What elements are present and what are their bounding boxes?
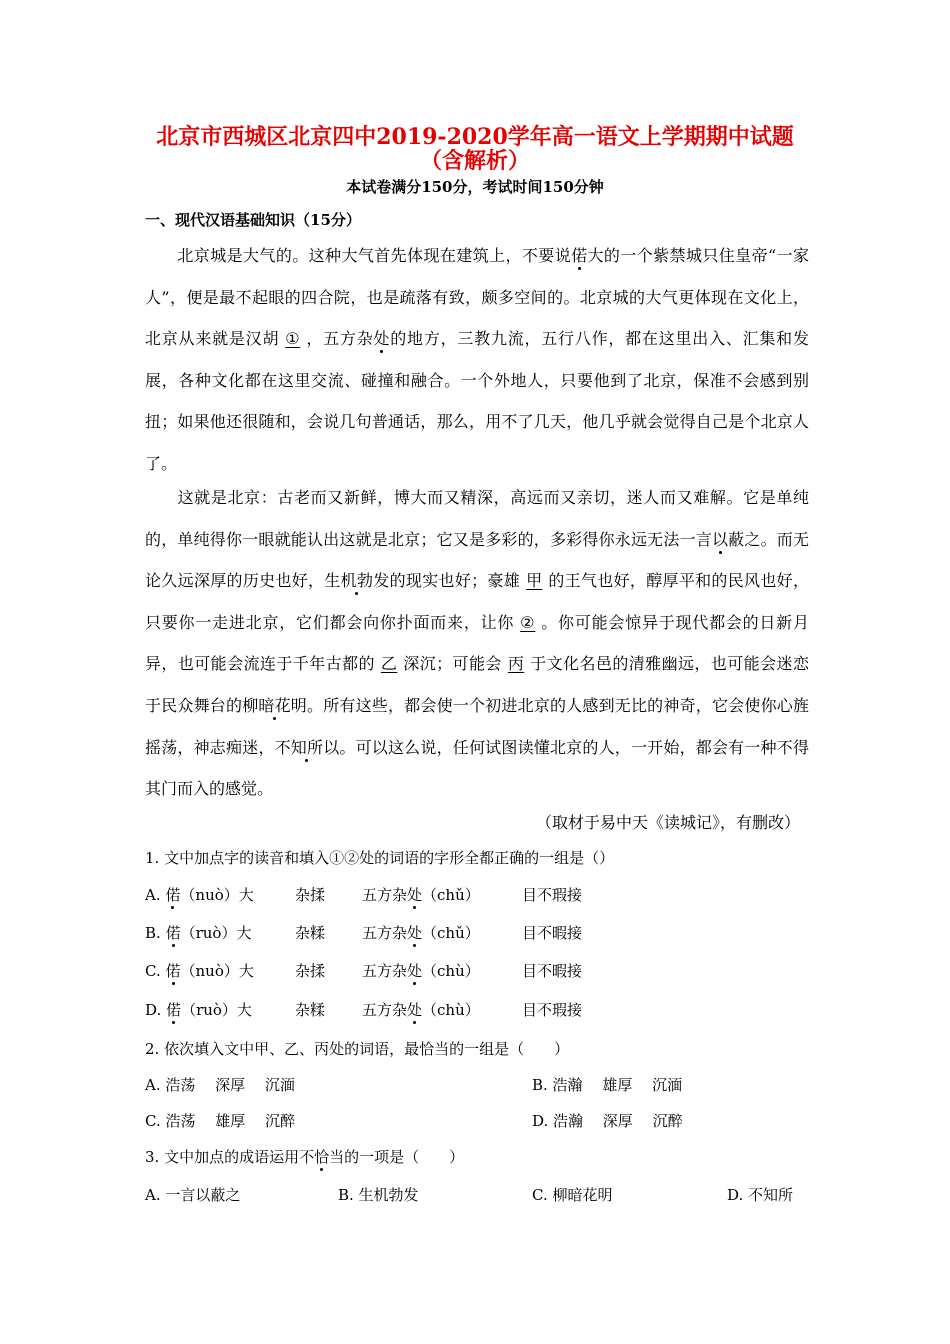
text-run: 。所有这些，都会使一个初进北京的人感到无比的神奇，它会使你心旌摇荡，神志痴迷，	[145, 695, 809, 757]
blank-2: ②	[520, 612, 536, 632]
question-2-stem: 2. 依次填入文中甲、乙、丙处的词语，最恰当的一组是（ ）	[145, 1040, 570, 1058]
question-2-option-d[interactable]: D. 浩瀚 深厚 沉醉	[532, 1112, 683, 1130]
option-label: A.	[145, 886, 161, 904]
option-pinyin: （ruò）大	[181, 1001, 252, 1019]
question-3-option-d[interactable]: D. 不知所	[727, 1186, 794, 1204]
blank-1: ①	[285, 329, 301, 349]
dotted-char: 处	[373, 329, 391, 349]
text-run: 五方杂	[362, 886, 408, 904]
option-word-1: 杂揉	[295, 886, 326, 904]
option-word-1: 杂揉	[295, 962, 326, 980]
blank-bing: 丙	[507, 654, 525, 674]
option-b-col1	[145, 922, 251, 944]
dotted-idiom: 一言以蔽之	[679, 529, 761, 549]
dotted-idiom: 不知所以	[274, 737, 340, 757]
question-1-option-b[interactable]	[0, 922, 950, 944]
text-run: （chù）	[422, 1001, 480, 1019]
question-2-option-c[interactable]: C. 浩荡 雄厚 沉醉	[145, 1112, 296, 1130]
blank-jia: 甲	[526, 571, 543, 591]
text-run: （chǔ）	[422, 886, 480, 904]
option-pinyin: （ruò）大	[180, 924, 252, 942]
exam-title: 北京市西城区北京四中2019-2020学年高一语文上学期期中试题	[156, 124, 794, 150]
text-run: 的一项是（ ）	[344, 1148, 465, 1166]
option-word-2	[362, 999, 480, 1021]
passage-paragraph-1	[145, 235, 809, 485]
question-1-stem: 1. 文中加点字的读音和填入①②处的词语的字形全都正确的一组是（）	[145, 849, 615, 867]
option-word-3: 目不暇接	[522, 962, 583, 980]
text-run: 大的一个紫禁城只住皇帝“一家人”，便是最不起眼的四合院，也是疏落有致，颇多空间的。北京城的大气更体现在文化上，北京从来就是汉胡	[145, 246, 809, 349]
dotted-idiom: 生机勃发	[324, 571, 390, 591]
option-label: C.	[145, 962, 161, 980]
option-word-3: 目不瑕接	[522, 886, 583, 904]
dotted-char: 偌	[571, 246, 588, 265]
dotted-char: 偌	[165, 886, 181, 904]
blank-yi: 乙	[380, 654, 398, 674]
question-2-option-b[interactable]: B. 浩瀚 雄厚 沉湎	[532, 1076, 683, 1094]
question-3-stem	[145, 1146, 464, 1168]
text-run: 五方杂	[362, 924, 408, 942]
text-run: 于文化名邑的清雅幽远，也可能会迷恋于民众舞台的	[145, 654, 809, 715]
passage-source: （取材于易中天《读城记》，有删改）	[535, 813, 800, 832]
text-run: ，五方杂	[306, 329, 374, 349]
dotted-word: 不恰当	[299, 1148, 345, 1166]
text-run: 。而无论久远深厚的历史也好，	[145, 529, 809, 591]
text-run: 北京城是大气的。这种大气首先体现在建筑上，不要说	[177, 246, 572, 265]
text-run: 的地方，三教九流，五行八作，都在这里出入、汇集和发展，各种文化都在这里交流、碰撞和融合。一个外地人，只要他到了北京，保准不会感到别扭；如果他还很随和，会说几句普通话，那么，用不了几天，他几乎就会觉得自己是个北京人了。	[145, 329, 809, 473]
text-run: 五方杂	[362, 1001, 408, 1019]
text-run: （chǔ）	[422, 924, 480, 942]
dotted-idiom: 柳暗花明	[242, 695, 307, 715]
text-run: 。可以这么说，任何试图读懂北京的人，一开始，都会有一种不得其门而入的感觉。	[145, 737, 809, 799]
dotted-char: 偌	[166, 1001, 182, 1019]
option-pinyin: （nuò）大	[180, 962, 254, 980]
dotted-char: 处	[407, 1001, 423, 1019]
dotted-char: 处	[407, 962, 423, 980]
option-label: D.	[145, 1001, 162, 1019]
text-run: 的王气也好，醇厚平和的民风也好，只要你一走进北京，它们都会向你扑面而来，让你	[145, 571, 809, 632]
section-heading: 一、现代汉语基础知识（15分）	[145, 211, 361, 229]
question-3-option-a[interactable]: A. 一言以蔽之	[145, 1186, 241, 1204]
text-run: 五方杂	[362, 962, 408, 980]
text-run: 。你可能会惊异于现代都会的日新月异，也可能会流连于千年古都的	[145, 612, 809, 674]
option-c-col1	[145, 960, 254, 982]
dotted-char: 处	[407, 886, 423, 904]
question-2-option-a[interactable]: A. 浩荡 深厚 沉湎	[145, 1076, 295, 1094]
dotted-char: 偌	[165, 924, 181, 942]
question-3-option-c[interactable]: C. 柳暗花明	[532, 1186, 613, 1204]
option-word-2	[362, 922, 480, 944]
option-word-1: 杂糅	[295, 924, 326, 942]
option-d-col1	[145, 999, 252, 1021]
question-3-option-b[interactable]: B. 生机勃发	[338, 1186, 419, 1204]
exam-title-note: （含解析）	[419, 148, 530, 174]
option-word-1: 杂糅	[295, 1001, 326, 1019]
option-label: B.	[145, 924, 161, 942]
text-run: 3. 文中加点的成语运用	[145, 1148, 300, 1166]
text-run: （chù）	[422, 962, 480, 980]
option-word-2	[362, 884, 480, 906]
text-run: 这就是北京：古老而又新鲜，博大而又精深，高远而又亲切，迷人而又难解。它是单纯的，单纯得你一眼就能认出这就是北京；它又是多彩的，多彩得你永远无法	[145, 488, 809, 549]
option-pinyin: （nuò）大	[180, 886, 254, 904]
text-run: 深沉；可能会	[403, 654, 502, 674]
text-run: 的现实也好；豪雄	[389, 571, 521, 591]
dotted-char: 偌	[165, 962, 181, 980]
dotted-char: 处	[407, 924, 423, 942]
passage-paragraph-2	[145, 477, 809, 810]
option-word-2	[362, 960, 480, 982]
option-word-3: 目不暇接	[522, 924, 583, 942]
option-a-col1	[145, 884, 254, 906]
question-1-option-a[interactable]	[0, 884, 950, 906]
option-word-3: 目不瑕接	[522, 1001, 583, 1019]
exam-subtitle: 本试卷满分150分，考试时间150分钟	[346, 178, 604, 196]
question-1-option-d[interactable]	[0, 999, 950, 1021]
question-1-option-c[interactable]	[0, 960, 950, 982]
